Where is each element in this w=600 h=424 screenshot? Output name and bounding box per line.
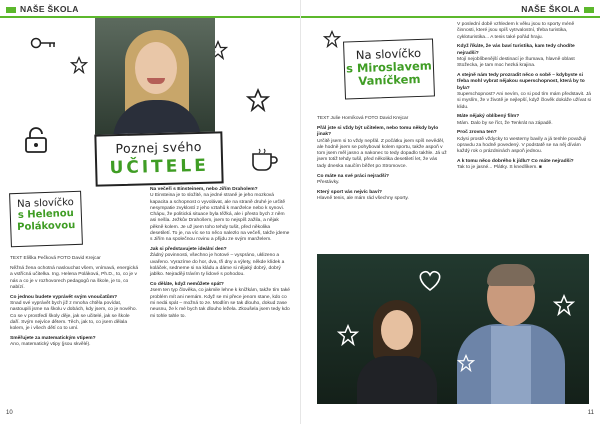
section-label: NAŠE ŠKOLA [20, 4, 79, 14]
interview-answer: U Einsteina je to složité, na jedné straně je jeho mozková kapacita a schopnost o vyvolávat, ale na straně druhé je určitě nesympatie zvyklostí z jeho vztahů k manželce nebo k synovi. Chápu, že politická situace byla těžká, ale i přesto bych z něm asi nešla. Ježkův Drahošem, jsem to nejspíš zažila, a nějak pěkně kolem. Je už jsem toho tehdy tušit, před několika desetiletí. To je, na víc se to něco nalezlo na večeři, takže jdeme s Jiřím na společnou rovinu a přijdu ze svým manželem. [150, 193, 290, 243]
interview-answer: Ano, matematický vtipy (jsou skvělé). [10, 342, 91, 348]
interview-question: A k tomu něco dobrého k jídlu? Co máte nejradši? [457, 159, 574, 165]
interview-question: Co jednou budete vyprávět svým vnoučatům? [10, 294, 118, 300]
interview-name-box [9, 191, 83, 247]
name-box-line3: Polákovou [16, 219, 76, 233]
star-icon [246, 88, 270, 112]
interview-question: Proč zrovna ten? [457, 130, 497, 136]
text-column-2 [150, 187, 290, 323]
header-bar [6, 7, 16, 13]
interview-question: Co děláte, když nemůžete spát? [150, 282, 224, 288]
interview-answer: Kdysi prostě vždycky to westerny bavily a já tenhle považuji opravdu za hodně povedený. V podstatě se na něj dívám každý rok o prázdninách aspoň jednou. [457, 136, 587, 155]
feature-title-line1: Poznej svého [115, 138, 203, 157]
name-box-line1: Na slovíčko [355, 45, 422, 63]
section-header [6, 4, 79, 14]
text-column-1 [317, 126, 447, 206]
interview-answer: Superschopnost? Ani nevím, co si pod tím mám představit. Já si myslím, že v životě je nejlepší, když člověk dokáže užívat si klidu. [457, 91, 592, 110]
page-number: 10 [6, 410, 13, 416]
section-header [521, 4, 594, 14]
teachers-photo [317, 254, 589, 404]
header-bar [584, 7, 594, 13]
star-icon [323, 30, 341, 48]
interview-question: Co máte na své práci nejradši? [317, 173, 390, 179]
interview-question: Jak si představujete ideální den? [150, 247, 227, 253]
section-label: NAŠE ŠKOLA [521, 4, 580, 14]
interview-answer: Žádný povinnosti, všechno je hotové – vyspráno, uklizeno a uvařeno. Vyrazíme do hor, dva, tři dny a výlety, někde klídek a koláček, sedneme si na kládu a dáme si nějaký dobrý, dobrý jablko. Nejraději trávím ty lidové s pohodou. [150, 253, 285, 278]
right-page [300, 0, 600, 424]
interview-answer: Přestávky. [317, 179, 340, 185]
coffee-cup-icon [250, 148, 280, 172]
key-icon [30, 36, 56, 50]
star-icon [337, 324, 359, 346]
star-icon [457, 354, 475, 372]
text-column-2 [457, 22, 593, 175]
interview-answer: Jsem ten typ člověka, co jakmile lehne k knížkám, takže tím také problém mít ani nemám. Když se mi přece jenom stane, kdo co mi nedá spát – možná to ze. Modlím se tak dlouho, dokud zase neusnu, že k mé bych tak dlouho ležela. Zkoušela jsem tedy kdo mi tohle tahle to. [150, 288, 290, 319]
interview-answer: Určitě jsem si to vždy nepřál. Z počátku jsem spíš nevěděl, ale hodně jsem se pohyboval kolem sportu, takže aspoň v tom jsem měl jasno a nakonec to tedy dopadlo takhle. Já už jsem totiž tehdy tušil, před několika desetiletí let, že vás tady dneska naučím běžet po Stromovce. [317, 138, 447, 169]
heart-icon [417, 270, 443, 292]
name-box-line2: s Helenou [17, 208, 74, 221]
page-number: 11 [587, 410, 594, 416]
interview-answer: Hlavně tenis, ale mám rád všechny sporty. [317, 195, 409, 201]
interview-question: Který sport vás nejvíc baví? [317, 189, 382, 195]
name-box-line3: Vaníčkem [358, 72, 421, 89]
interview-question: A stejně nám tedy prozradit něco o sobě – kdybyste si třeba mohl vybrat nějakou superschopnost, která by to byla? [457, 73, 585, 91]
interview-name-box [343, 38, 435, 99]
interview-answer: Mojí nejoblíbenější destinací je Šumava, hlavně oblast Stožecka, je tam moc hezká krajina. [457, 56, 575, 69]
interview-answer: Něžná žena ochotná naslouchat všem, vnímavá, energická a vstřícná učitelka. Ing. Helena Poláková, Ph.D., to, co je v nás a co je v rozhovorech pedagogů na škole, je to, co nabízí. [10, 266, 139, 290]
interview-answer: Snad své vyprávět bych již z mnoha chtěla povídat, nastoupili jsme na školu v dobách, kdy jsem, co je nového. Co se v prostředí školy děje, jak se učitelé, jak se škole daří. Svým nejvíce dětem. Těch, jak to, co jsem dělala kolem, je i všech dětí co to umí. [10, 300, 137, 332]
interview-question: Na večeři s Einsteinem, nebo Jiřím Draholem? [150, 187, 258, 192]
star-icon [553, 294, 575, 316]
interview-answer: V poslední době vzhledem k věku jsou to sporty méně činnosti, které jsou spíš vytrvalostní, třeba turistika, cykloturistika... A tenis také pořád hraju. [457, 22, 575, 40]
header-rule [301, 16, 600, 18]
name-box-line2: s Miroslavem [345, 58, 432, 76]
star-icon [70, 56, 88, 74]
article-credit: TEXT Eliška Pečková FOTO David Krejcar [10, 256, 101, 261]
name-box-line1: Na slovíčko [16, 197, 74, 210]
padlock-icon [24, 126, 48, 154]
feature-title-box [94, 131, 223, 186]
feature-title-line2: UČITELE [109, 155, 210, 179]
interview-question: Směřujete za matematickým vtipem? [10, 335, 96, 341]
text-column-1 [10, 266, 140, 352]
article-credit: TEXT Julie Horníková FOTO David Krejcar [317, 116, 409, 121]
interview-question: Přál jste si vždy být učitelem, nebo tomu někdy bylo jinak? [317, 126, 439, 138]
interview-question: Máte nějaký oblíbený film? [457, 114, 520, 120]
teacher-photo [95, 18, 215, 138]
interview-answer: Tak to je jasné... Plátky. S knedlíkem. ■ [457, 165, 542, 171]
interview-answer: Mám. Dalo by se říct, že Tenkrát na západě. [457, 120, 553, 126]
interview-question: Když říkáte, že vás baví turistika, kam tedy chodíte nejradši? [457, 44, 575, 56]
